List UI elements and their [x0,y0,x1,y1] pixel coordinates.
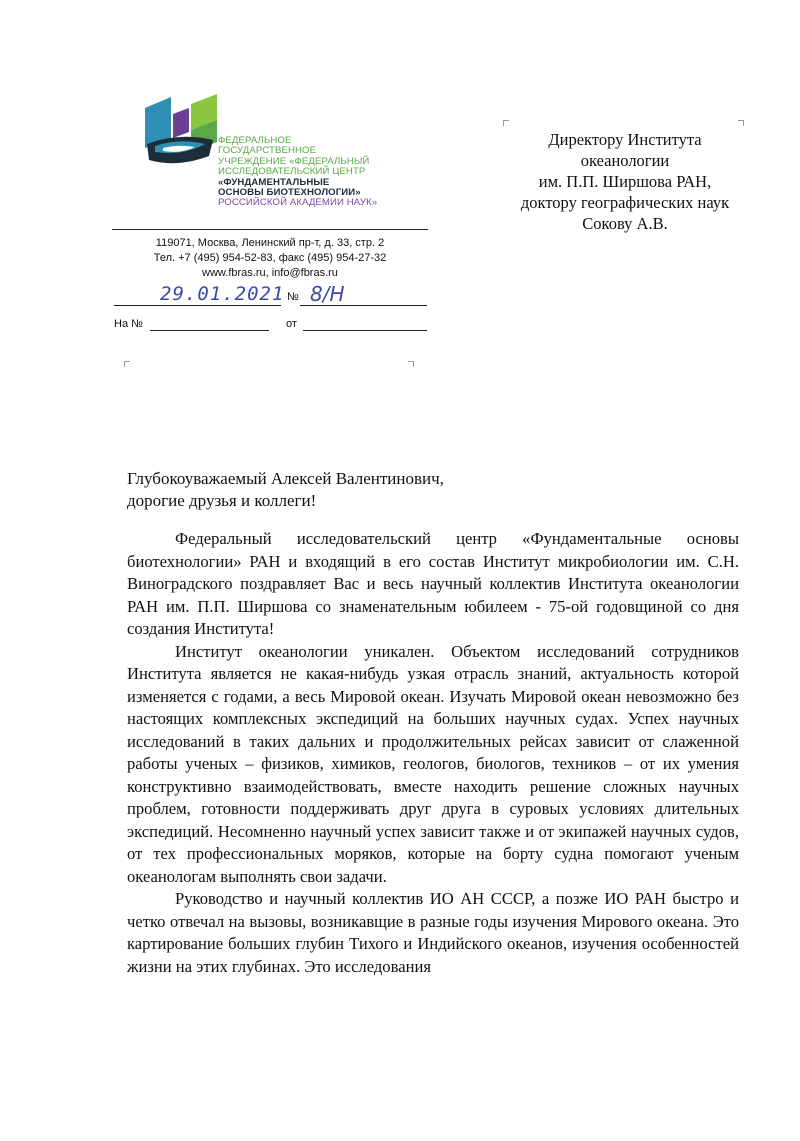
handwritten-number: 8/Н [310,282,345,306]
date-line [114,305,281,306]
addressee-line: доктору географических наук [520,193,730,212]
letter-body [127,528,739,978]
addressee-corner-mark [503,120,509,126]
subject-corner-mark [124,361,130,367]
org-name-line: ГОСУДАРСТВЕННОЕ [218,145,317,157]
salutation-line: дорогие друзья и коллеги! [127,491,317,510]
handwritten-date: 29.01.2021 [160,283,285,305]
org-name-line: РОССИЙСКОЙ АКАДЕМИИ НАУК» [218,197,378,209]
organization-contacts [112,236,428,281]
org-phone: Тел. +7 (495) 954-52-83, факс (495) 954-27-32 [153,252,387,264]
organization-name [218,136,418,209]
reply-date-line [303,330,427,331]
salutation-line: Глубокоуважаемый Алексей Валентинович, [127,469,444,488]
org-name-line: ОСНОВЫ БИОТЕХНОЛОГИИ» [218,187,361,199]
number-label: № [287,291,299,303]
org-name-line: УЧРЕЖДЕНИЕ «ФЕДЕРАЛЬНЫЙ [218,155,370,167]
body-paragraph: Руководство и научный коллектив ИО АН СССР, а позже ИО РАН быстро и четко отвечал на вызовы, возникавщие в разные годы изучения Мирового океана. Это картирование больших глубин Тихого и Индийского океанов, изучения особенностей жизни на этих глубинах. Это исследования [127,889,739,976]
addressee-block [500,129,750,234]
org-name-line: «ФУНДАМЕНТАЛЬНЫЕ [218,176,330,188]
body-paragraph: Институт океанологии уникален. Объектом исследований сотрудников Института является не какая-нибудь узкая отрасль знаний, актуальность которой изменяется с годами, а весь Мировой океан. Изучать Мировой океан невозможно без настоящих комплексных экспедиций на больших научных судах. Успех научных исследований в таких дальних и продолжительных рейсах зависит от слаженной работы ученых – физиков, химиков, геологов, биологов, техников – от их умения конструктивно взаимодействовать, вместе находить решение сложных научных проблем, готовности поддерживать друг друга в суровых условиях длительных экспедиций. Несомненно научный успех зависит также и от экипажей научных судов, от тех профессиональных моряков, которые на борту судна помогают ученым океанологам выполнять свои задачи. [127,641,739,886]
reply-date-label: от [286,318,297,330]
reply-to-number-label: На № [114,318,143,330]
salutation [127,468,647,512]
addressee-line: Сокову А.В. [582,214,668,233]
org-address: 119071, Москва, Ленинский пр-т, д. 33, стр. 2 [155,237,385,249]
addressee-line: Директору Института [548,130,702,149]
addressee-corner-mark [738,120,744,126]
subject-corner-mark [408,361,414,367]
org-name-line: ИССЛЕДОВАТЕЛЬСКИЙ ЦЕНТР [218,166,366,178]
reply-number-line [150,330,269,331]
fbras-logo [143,94,217,168]
org-web: www.fbras.ru, info@fbras.ru [202,267,338,279]
body-paragraph: Федеральный исследовательский центр «Фундаментальные основы биотехнологии» РАН и входящий в его состав Институт микробиологии им. С.Н. Виноградского поздравляет Вас и весь научный коллектив Института океанологии РАН им. П.П. Ширшова со знаменательным юбилеем - 75-ой годовщиной со дня создания Института! [127,529,739,638]
header-divider [112,229,428,230]
addressee-line: им. П.П. Ширшова РАН, [538,172,712,191]
org-name-line: ФЕДЕРАЛЬНОЕ [218,135,292,146]
addressee-line: океанологии [580,151,670,170]
number-line [300,305,427,306]
